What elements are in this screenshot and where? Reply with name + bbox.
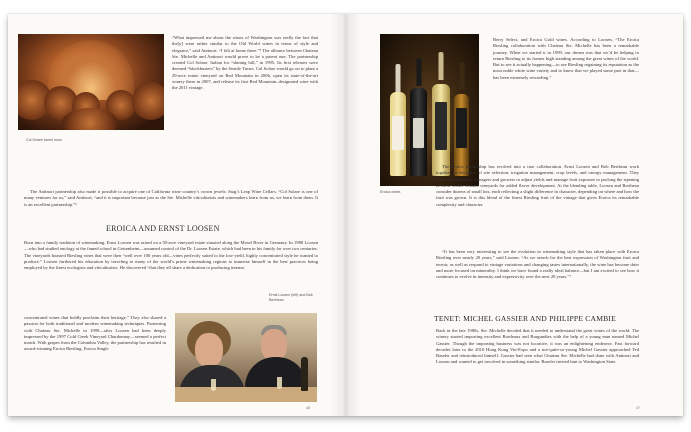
wine-bottle <box>432 52 450 176</box>
wine-bottle <box>454 62 469 176</box>
table <box>175 387 317 402</box>
quote-paragraph: “What impressed me about the wines of Washington was really the fact that the[y] were rather similar to the Old World wines in terms of style and elegance,” said Antinori. “I felt at home there.”⁵ The alliance between Chateau Ste. Michelle and Antinori would prove to be a potent one. The partnership created Col Solare, Italian for “shining hill,” in 1995. Its first releases were deemed “blockbusters” by the Seattle Times. Col Solare would go on to plant a 29-acre estate vineyard on Red Mountain in 2006, open its state-of-the-art winery there in 2007, and release its first Red Mountain–designated wine with the 2011 vintage. <box>172 35 318 91</box>
wine-bottle <box>390 64 406 176</box>
book-spread <box>8 14 683 416</box>
loosen-paragraph-continued: concentrated wines that boldly proclaim their heritage.” They also shared a passion for both traditional and modern winemaking techniques. Partnering with Chateau Ste. Michelle in 1999—after Loosen had been deeply impressed by the 1997 Cold Creek Vineyard Chardonnay—seemed a perfect match. With grapes from the Columbia Valley, the partnership has resulted in award-winning Eroica Riesling, Eroica Single <box>24 315 166 352</box>
wine-glass <box>211 379 216 391</box>
evolution-quote-paragraph: “It has been very interesting to see the evolution in winemaking style that has taken place with Eroica Riesling over nearly 20 years,” said Loosen. “As we search for the best expression of Washington fruit and terroir, as well as respond to vintage variations and changing tastes internationally, the wine has become drier and more focused on minerality. I think we have found a really ideal balance—but I am excited to see how it continues to evolve in intensity and expressivity over the next 20 years.”⁷ <box>436 249 639 280</box>
section-heading-tenet: TENET: MICHEL GASSIER AND PHILIPPE CAMBIE <box>434 314 616 323</box>
eroica-partnership-paragraph: The Eroica partnership has evolved into a true collaboration. Ernst Loosen and Bob Bertheau work together on decisions of site selection, irrigation management, crop levels, and canopy management. They work with vineyard managers and growers to adjust yields and manage fruit exposure to prolong the ripening of these cooler climate vineyards for added flavor development. At the blending table, Loosen and Bertheau consider dozens of small lots, each reflecting a slight difference in character, depending on where and how the fruit was grown. It is this blend of the finest Riesling fruit of the vintage that gives Eroica its remarkable complexity and character. <box>436 164 639 207</box>
loosen-quote-paragraph: Berry Select, and Eroica Gold wines. According to Loosen, “The Eroica Riesling collaboration with Chateau Ste. Michelle has been a remarkable journey. When we started it in 1999, our dream was that we’d be helping to return Riesling to its former high standing among the great wines of the world. But to see it actually happening—to see Riesling regaining its reputation as the most noble white wine variety and to know that we played some part in that—has been extremely rewarding.” <box>493 37 639 80</box>
folio-left: 46 <box>306 406 311 410</box>
barrel <box>132 82 164 120</box>
partnership-paragraph: The Antinori partnership also made it possible to acquire one of California wine country’s crown jewels: Stag’s Leap Wine Cellars. “Col Solare is one of many ventures for us,” said Antinori, “and it is important because just as the Ste. Michelle viticulturists and winemakers learn from us, we learn from them. It is an excellent partnership.”⁶ <box>24 189 318 207</box>
tenet-paragraph: Back in the late 1980s, Ste. Michelle decided that it needed to understand the great wines of the world. The winery started importing excellent Bordeaux and Burgundies with the help of a young man named Michel Gassier. Though the importing business was not lucrative, it was an enlightening endeavor. Fast forward decades later to the 2010 Hong Kong Vin-Expo and a not-quite-so-young Michel Gassier approached Ted Baseler and reintroduced himself. Gassier had seen what Chateau Ste. Michelle had done with Antinori and Loosen and wanted to get involved in something similar. Baseler invited him to Washington State. <box>436 328 639 365</box>
folio-right: 47 <box>636 406 641 410</box>
barrel-room-photo <box>18 34 164 130</box>
loosen-paragraph: Born into a family tradition of winemaking, Ernst Loosen was raised on a 50-acre vineyard estate situated along the Mosel River in Germany. In 1988 Loosen—who had studied enology at the famed school in Geisenheim—assumed control of the Dr. Loosen Estate, which had been in his family for over two centuries. The vineyards boasted Riesling vines that were then “well over 100 years old—vines perfectly suited to the low-yield, highly concentrated style he wanted to produce.” Loosen furthered his education by traveling to many of the world’s prime winemaking regions to immerse himself in the best practices being employed by the finest ecologists and viticulturists. He discovered “that they all share a dedication to producing intense, <box>24 240 318 271</box>
left-page <box>8 14 345 416</box>
wines-photo-caption: Eroica wines <box>380 190 401 194</box>
wine-bottle <box>410 58 427 176</box>
wine-glass <box>277 377 282 389</box>
loosen-bertheau-photo <box>175 313 317 402</box>
wine-bottle <box>301 357 308 391</box>
barrel <box>62 108 118 130</box>
section-heading-eroica: EROICA AND ERNST LOOSEN <box>106 224 220 233</box>
person-face <box>195 333 223 367</box>
right-page <box>346 14 683 416</box>
people-photo-caption: Ernst Loosen (left) and Bob Bertheau <box>269 293 313 302</box>
barrel-room-caption: Col Solare barrel room <box>26 138 63 142</box>
